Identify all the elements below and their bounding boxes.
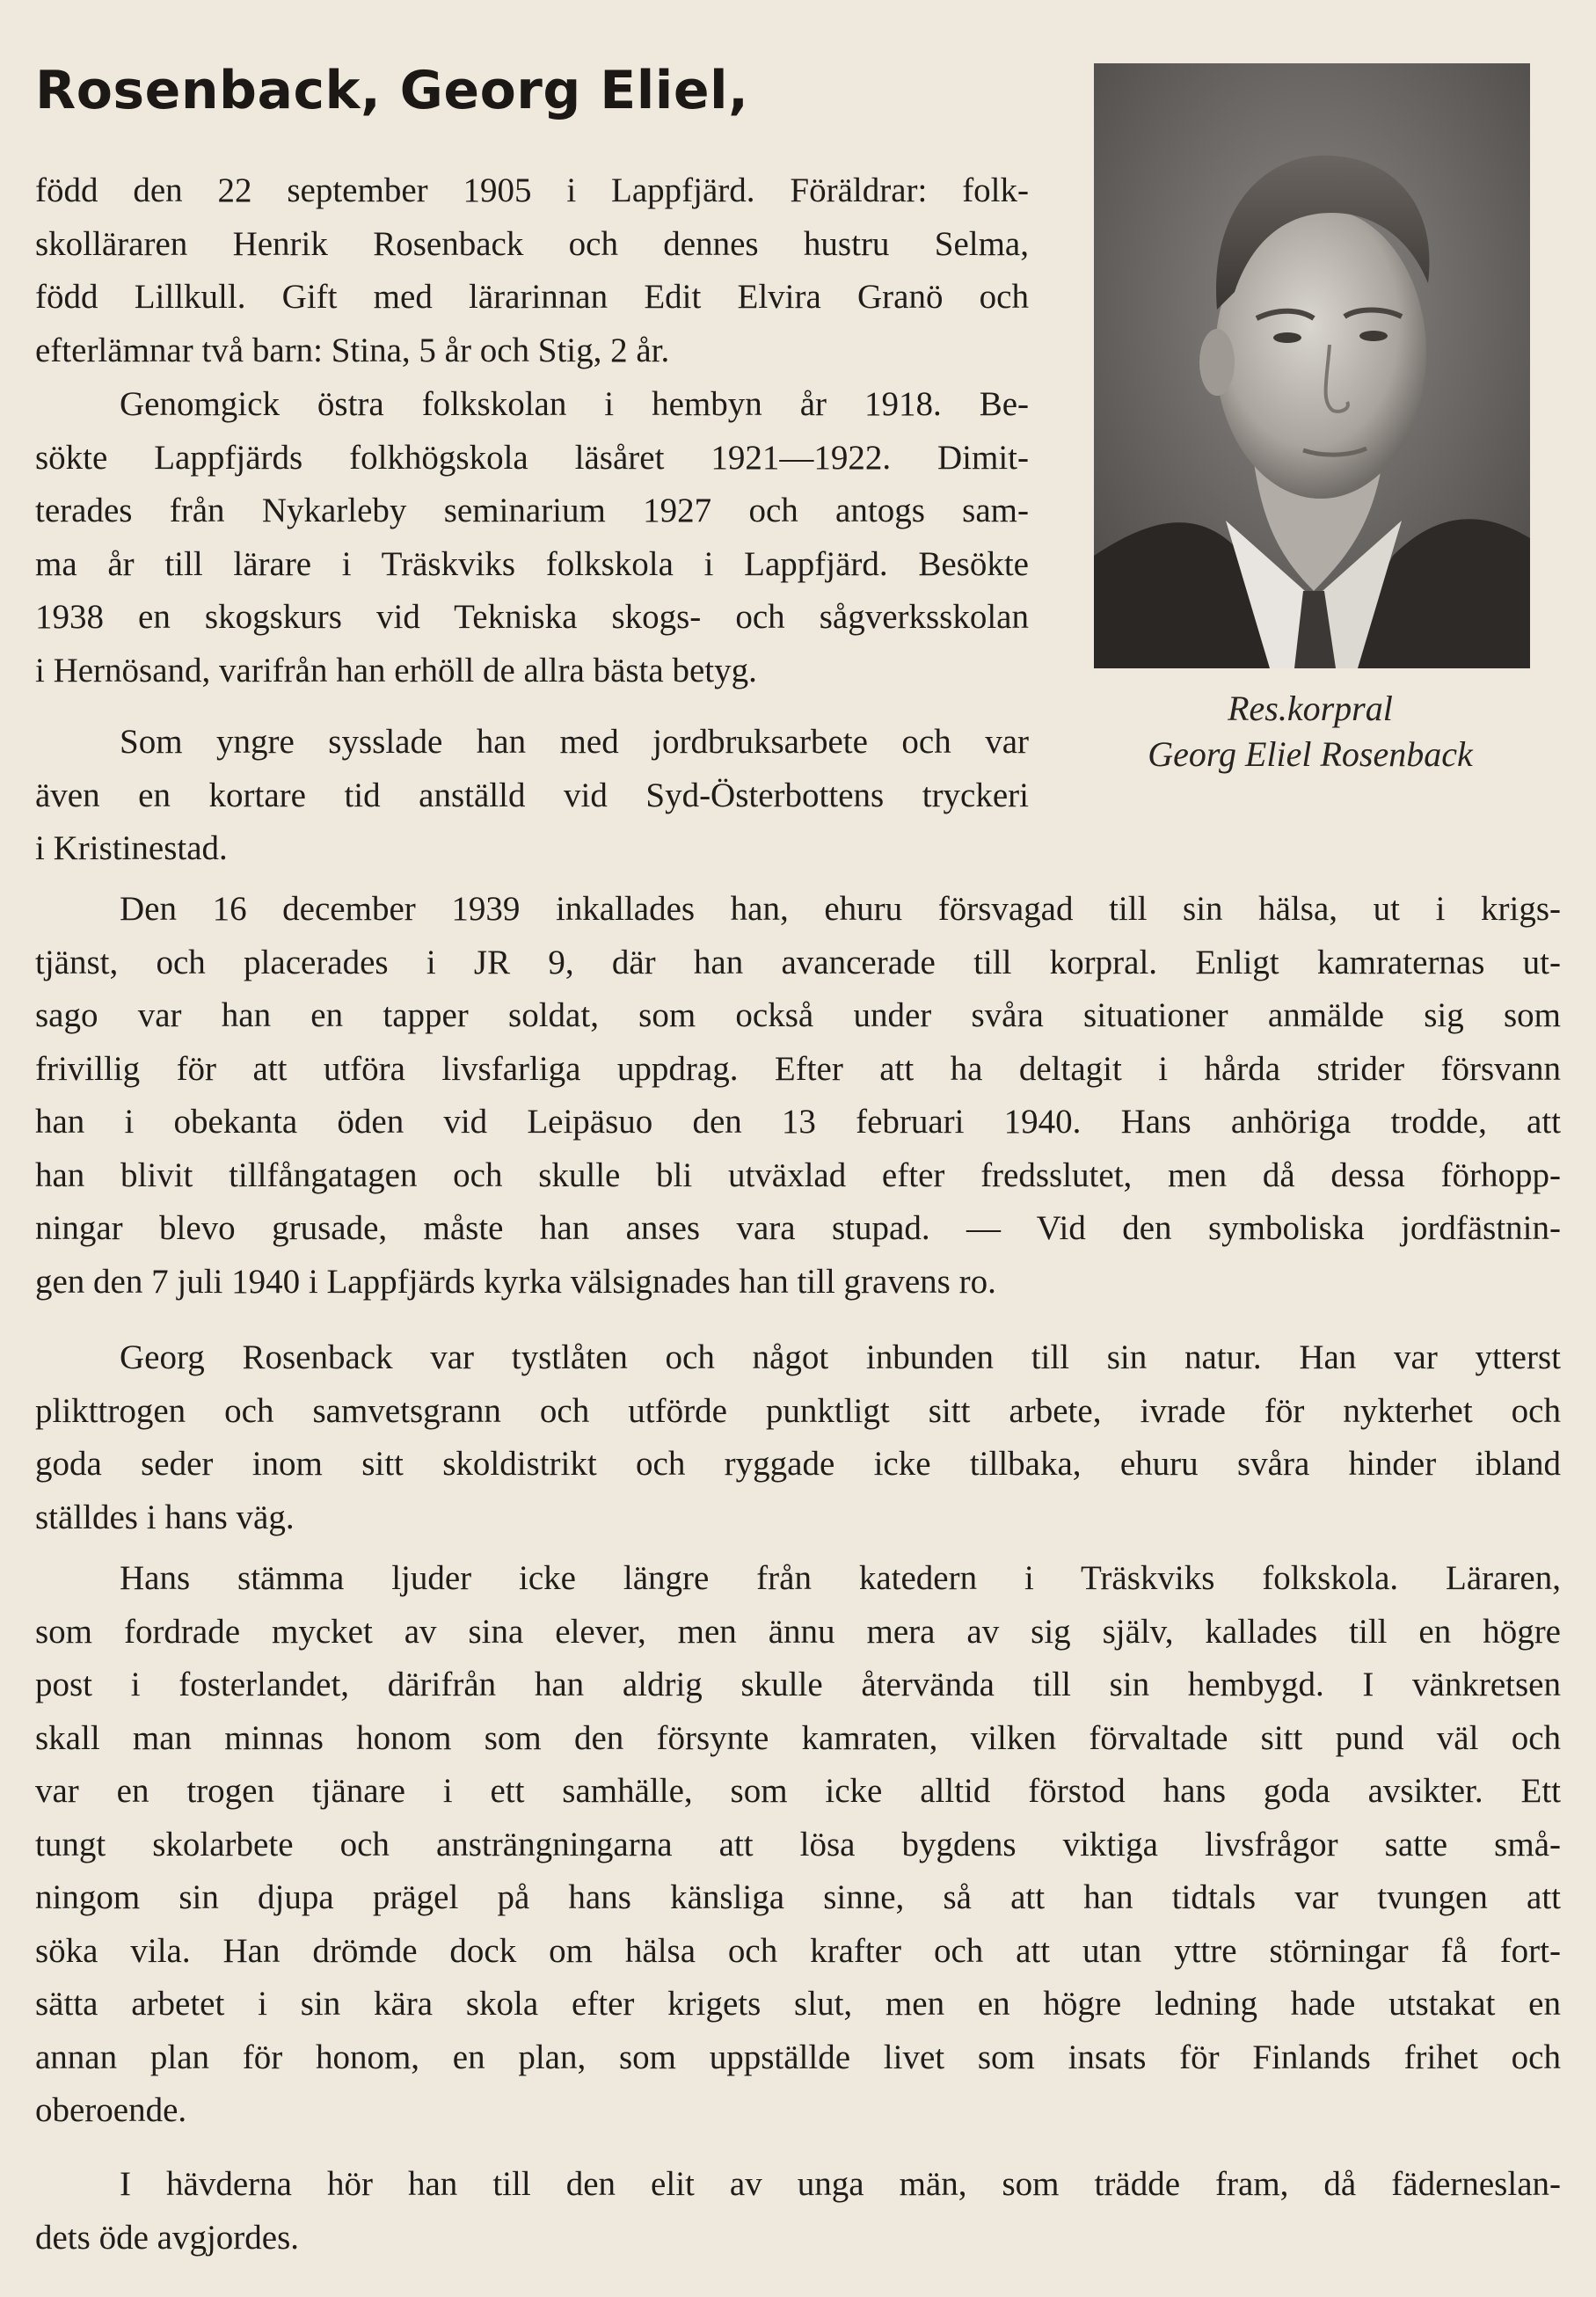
text-line: ningar blevo grusade, måste han anses vara stupad. — Vid den symboliska jordfästnin-	[35, 1209, 1561, 1247]
caption-rank: Res.korpral	[1228, 689, 1393, 728]
paragraph-early-work	[35, 716, 1029, 876]
portrait-photo-icon	[1094, 63, 1530, 668]
text-line: ma år till lärare i Träskviks folkskola i Lappfjärd. Besökte	[35, 544, 1029, 583]
text-line: Georg Rosenback var tystlåten och något inbunden till sin natur. Han var ytterst	[120, 1338, 1561, 1376]
photo-caption	[1038, 686, 1583, 777]
text-line: sökte Lappfjärds folkhögskola läsåret 1921—1922. Dimit-	[35, 438, 1029, 477]
text-line: Den 16 december 1939 inkallades han, ehuru försvagad till sin hälsa, ut i krigs-	[120, 890, 1561, 928]
text-line: frivillig för att utföra livsfarliga uppdrag. Efter att ha deltagit i hårda strider försvann	[35, 1049, 1561, 1088]
text-line: Som yngre sysslade han med jordbruksarbete och var	[120, 723, 1029, 761]
text-line: även en kortare tid anställd vid Syd-Österbottens tryckeri	[35, 776, 1029, 814]
paragraph-tribute	[35, 1552, 1561, 2138]
text-line: 1938 en skogskurs vid Tekniska skogs- och sågverksskolan	[35, 598, 1029, 636]
text-line: tjänst, och placerades i JR 9, där han avancerade till korpral. Enligt kamraternas ut-	[35, 943, 1561, 981]
paragraph-education	[35, 378, 1029, 697]
page-title: Rosenback, Georg Eliel,	[35, 60, 749, 121]
text-line: dets öde avgjordes.	[35, 2218, 300, 2257]
text-line: plikttrogen och samvetsgrann och utförde punktligt sitt arbete, ivrade för nykterhet och	[35, 1391, 1561, 1430]
text-line: född Lillkull. Gift med lärarinnan Edit Elvira Granö och	[35, 278, 1029, 316]
text-line: annan plan för honom, en plan, som uppställde livet som insats för Finlands frihet och	[35, 2038, 1561, 2076]
text-line: ställdes i hans väg.	[35, 1498, 295, 1536]
text-line: i Hernösand, varifrån han erhöll de allra bästa betyg.	[35, 651, 757, 689]
text-line: post i fosterlandet, därifrån han aldrig skulle återvända till sin hembygd. I vänkretsen	[35, 1666, 1561, 1703]
text-line: terades från Nykarleby seminarium 1927 och antogs sam-	[35, 492, 1029, 529]
text-line: gen den 7 juli 1940 i Lappfjärds kyrka välsignades han till gravens ro.	[35, 1262, 996, 1301]
text-line: efterlämnar två barn: Stina, 5 år och Stig, 2 år.	[35, 331, 670, 369]
text-line: han i obekanta öden vid Leipäsuo den 13 februari 1940. Hans anhöriga trodde, att	[35, 1103, 1561, 1141]
paragraph-birth	[35, 164, 1029, 377]
text-line: I hävderna hör han till den elit av unga män, som trädde fram, då fäderneslan-	[120, 2165, 1561, 2203]
caption-name: Georg Eliel Rosenback	[1148, 734, 1473, 774]
text-line: oberoende.	[35, 2091, 187, 2129]
text-line: Hans stämma ljuder icke längre från katedern i Träskviks folkskola. Läraren,	[120, 1559, 1561, 1597]
text-line: i Kristinestad.	[35, 829, 228, 867]
text-line: tungt skolarbete och ansträngningarna att lösa bygdens viktiga livsfrågor satte små-	[35, 1825, 1561, 1863]
text-line: var en trogen tjänare i ett samhälle, som icke alltid förstod hans goda avsikter. Ett	[35, 1772, 1561, 1810]
paragraph-character	[35, 1331, 1561, 1544]
text-line: goda seder inom sitt skoldistrikt och ryggade icke tillbaka, ehuru svåra hinder ibland	[35, 1445, 1561, 1483]
text-line: född den 22 september 1905 i Lappfjärd. Föräldrar: folk-	[35, 171, 1029, 209]
text-line: skall man minnas honom som den försynte kamraten, vilken förvaltade sitt pund väl och	[35, 1718, 1561, 1757]
paragraph-war-service	[35, 883, 1561, 1309]
paragraph-closing	[35, 2158, 1561, 2264]
text-line: skolläraren Henrik Rosenback och dennes hustru Selma,	[35, 224, 1029, 263]
text-line: sago var han en tapper soldat, som också under svåra situationer anmälde sig som	[35, 996, 1561, 1034]
portrait-photo	[1094, 63, 1530, 668]
text-line: sätta arbetet i sin kära skola efter krigets slut, men en högre ledning hade utstakat en	[35, 1985, 1561, 2023]
text-line: som fordrade mycket av sina elever, men ännu mera av sig själv, kallades till en högre	[35, 1612, 1561, 1651]
text-line: Genomgick östra folkskolan i hembyn år 1918. Be-	[120, 385, 1029, 423]
text-line: ningom sin djupa prägel på hans känsliga sinne, så att han tidtals var tvungen att	[35, 1878, 1561, 1916]
text-line: söka vila. Han drömde dock om hälsa och krafter och att utan yttre störningar få fort-	[35, 1931, 1561, 1970]
text-line: han blivit tillfångatagen och skulle bli utväxlad efter fredsslutet, men då dessa förhopp-	[35, 1156, 1561, 1194]
